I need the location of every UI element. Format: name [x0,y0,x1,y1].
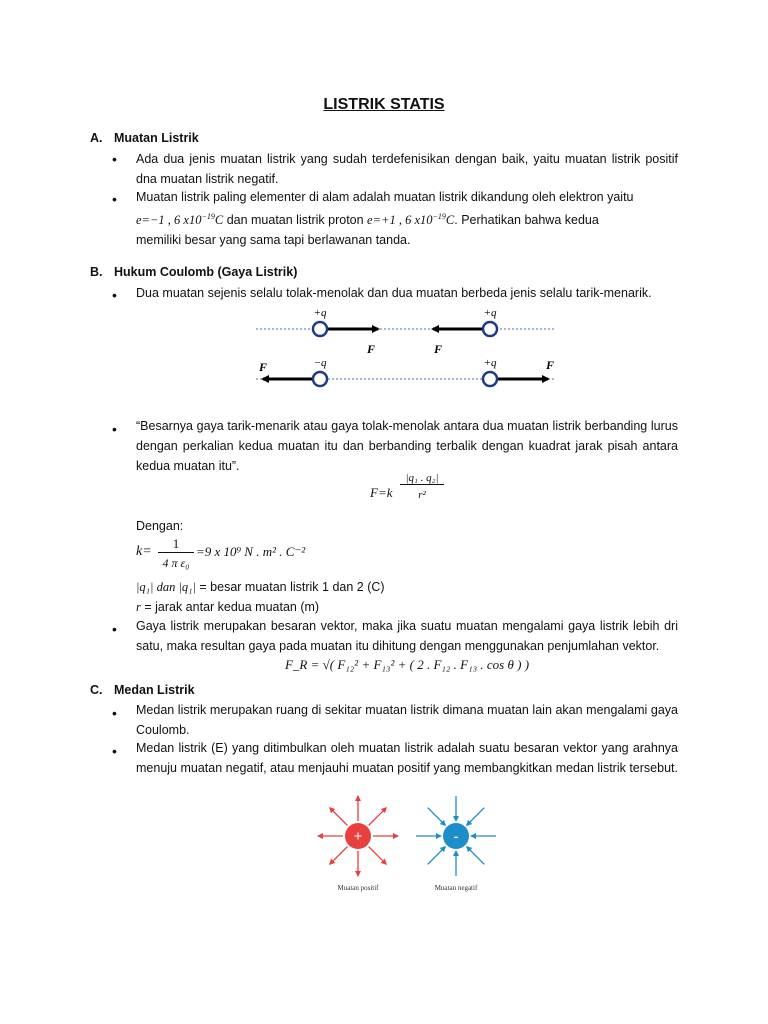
dengan-label: Dengan: [136,519,184,533]
r-description [136,597,319,617]
section-a-label: A. [90,131,103,145]
charge-circle [313,322,327,336]
section-a-bullet-2-line-3: memiliki besar yang sama tapi berlawanan tanda. [136,233,411,248]
bullet-icon: • [112,621,117,637]
bullet-icon: • [112,287,117,303]
section-a-bullet-2-line-1: Muatan listrik paling elementer di alam adalah muatan listrik dikandung oleh elektron yaitu [136,190,634,204]
row1-left-charge-label: +q [313,307,327,319]
page-title: LISTRIK STATIS [323,96,445,113]
outward-field-arrow [330,808,348,826]
section-a-title: Muatan Listrik [114,131,199,145]
inward-field-arrow [467,847,485,865]
charge-circle [483,372,497,386]
section-b-title: Hukum Coulomb (Gaya Listrik) [114,265,298,279]
charge-circle [313,372,327,386]
section-b-bullet-2: “Besarnya gaya tarik-menarik atau gaya tolak-menolak antara dua muatan listrik berbanding lurus dengan perkalian kedua muatan itu dan berbanding terbalik dengan kuadrat jarak pisah antara kedua muatan itu”. [136,419,678,473]
section-c-label: C. [90,683,103,697]
row2-right-charge-label: +q [483,357,497,369]
section-a-bullet-2 [136,187,678,250]
k-formula-numerator: 1 [158,536,194,553]
outward-field-arrow [369,847,387,865]
section-c-heading [90,683,195,697]
q-description-text: = besar muatan listrik 1 dan 2 (C) [195,580,385,594]
k-formula-denominator: 4 π ε₀ [162,556,190,570]
row1-left-force-label: F [366,342,376,356]
bullet-icon: • [112,421,117,437]
inward-field-arrow [428,808,446,826]
section-c-bullet-1: Medan listrik merupakan ruang di sekitar muatan listrik dimana muatan lain akan mengalami gaya Coulomb. [136,703,678,737]
outward-field-arrow [369,808,387,826]
section-b-bullet-3: Gaya listrik merupakan besaran vektor, maka jika suatu muatan mengalami gaya listrik lebih dri satu, maka resultan gaya pada muatan itu dihitung dengan menggunakan penjumlahan vektor. [136,619,678,653]
q-description [136,577,385,597]
negative-caption: Muatan negatif [434,884,478,892]
bullet-icon: • [112,705,117,721]
charge-circle [483,322,497,336]
section-a-bullet-1: Ada dua jenis muatan listrik yang sudah terdefenisikan dengan baik, yaitu muatan listrik positif dna muatan listrik negatif. [136,152,678,186]
negative-charge-symbol: - [453,829,459,845]
row1-right-charge-label: +q [483,307,497,319]
coulomb-formula-numerator: |q₁ . q₂| [400,472,444,485]
row2-left-charge-label: −q [313,357,327,369]
row2-right-force-label: F [545,358,555,372]
coulomb-force-diagram [250,300,570,400]
r-symbol: r [136,600,141,614]
row1-right-force-label: F [433,342,443,356]
section-c-bullet-2: Medan listrik (E) yang ditimbulkan oleh muatan listrik adalah suatu besaran vektor yang arahnya menuju muatan negatif, atau menjauhi muatan positif yang membangkitkan medan listrik tersebut. [136,741,678,775]
inward-field-arrow [467,808,485,826]
inward-field-arrow [428,847,446,865]
proton-charge-formula: e=+1 , 6 $x10^{-19}C$ [367,212,455,228]
k-formula-rhs: =9 x 10⁹ N . m² . C⁻² [196,544,306,559]
electric-field-diagram [310,792,510,896]
section-b-bullet-1: Dua muatan sejenis selalu tolak-menolak dan dua muatan berbeda jenis selalu tarik-menarik. [136,286,652,300]
positive-charge-symbol: + [353,829,363,845]
resultant-force-formula: F_R = √( F₁₂² + F₁₃² + ( 2 . F₁₂ . F₁₃ . cos θ ) ) [284,657,530,672]
q-symbol: |q₁| dan |q₁| [136,580,196,594]
coulomb-formula-lhs: F=k [370,485,393,500]
section-b-heading [90,265,297,279]
bullet-icon: • [112,743,117,759]
r-description-text: = jarak antar kedua muatan (m) [140,600,320,614]
section-c-title: Medan Listrik [114,683,195,697]
row2-left-force-label: F [258,360,268,374]
section-b-label: B. [90,265,103,279]
section-a-bullet-2-line-2: e=−1 , 6 $x10^{-19}C$ dan muatan listrik proton e=+1 , 6 $x10^{-19}C$. Perhatikan bahwa kedua [136,212,599,228]
electron-charge-formula: e=−1 , 6 $x10^{-19}C$ [136,212,224,228]
k-formula-lhs: k= [136,544,152,559]
positive-caption: Muatan positif [337,884,379,892]
outward-field-arrow [330,847,348,865]
bullet-icon: • [112,151,117,167]
bullet-icon: • [112,191,117,207]
coulomb-formula-denominator: r² [418,489,426,501]
section-a-heading [90,131,199,145]
